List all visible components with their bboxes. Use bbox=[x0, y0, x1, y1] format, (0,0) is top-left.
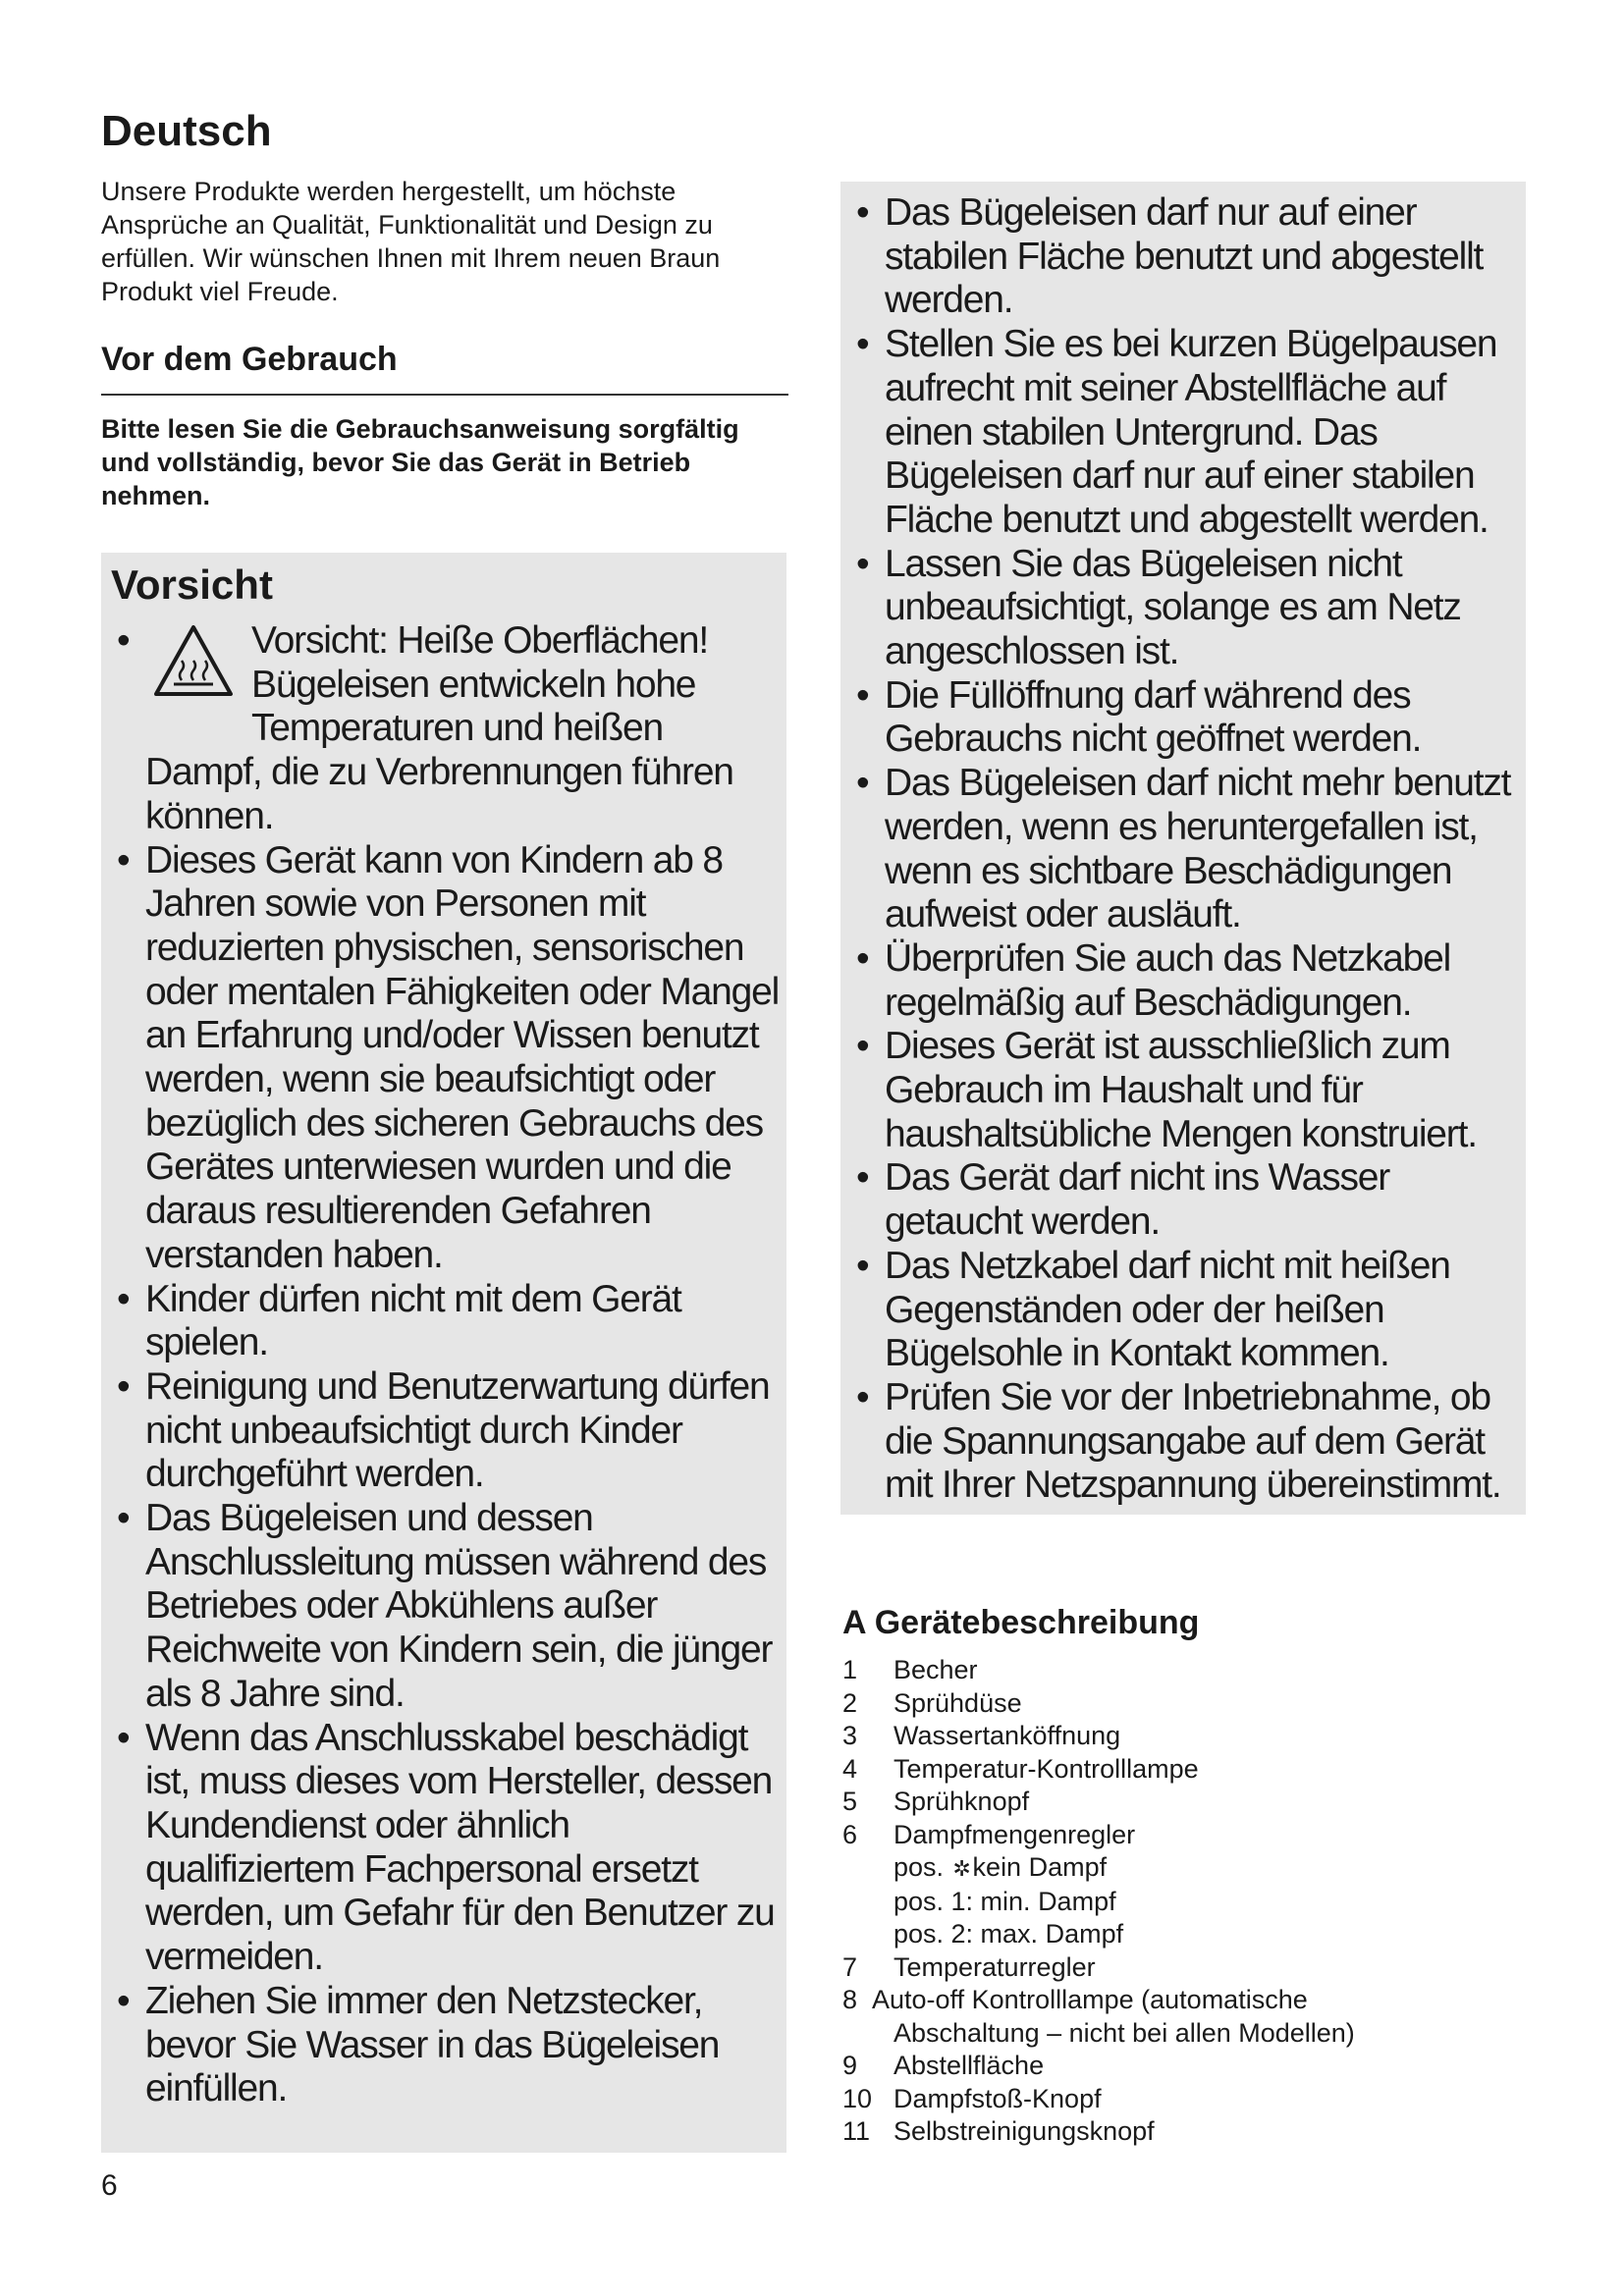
bullet: • bbox=[117, 838, 130, 881]
caution-item-text: Überprüfen Sie auch das Netzkabel regelmäßig auf Beschädigungen. bbox=[885, 936, 1451, 1024]
bullet: • bbox=[117, 1716, 130, 1759]
part-item bbox=[842, 1753, 1530, 1787]
steam-position-min: pos. 1: min. Dampf bbox=[893, 1886, 1116, 1916]
bullet: • bbox=[856, 191, 869, 234]
bullet: • bbox=[117, 1497, 130, 1540]
part-label: Temperatur-Kontrolllampe bbox=[893, 1753, 1199, 1784]
caution-item bbox=[111, 1980, 784, 2111]
caution-item bbox=[111, 839, 784, 1278]
caution-item-text: Reinigung und Benutzerwartung dürfen nicht unbeaufsichtigt durch Kinder durchgeführt werden. bbox=[145, 1364, 770, 1496]
part-item bbox=[842, 1687, 1530, 1721]
part-label: Sprühdüse bbox=[893, 1687, 1022, 1718]
caution-item-hot-surface bbox=[111, 619, 784, 839]
hot-surface-line-1: Vorsicht: Heiße Oberflächen! bbox=[251, 619, 708, 662]
bullet: • bbox=[856, 1025, 869, 1068]
part-number: 1 bbox=[842, 1655, 858, 1684]
part-number: 5 bbox=[842, 1787, 858, 1816]
caution-item-text: Das Bügeleisen darf nur auf einer stabilen Fläche benutzt und abgestellt werden. bbox=[885, 191, 1484, 322]
section-heading-before-use: Vor dem Gebrauch bbox=[101, 341, 398, 378]
caution-box-right bbox=[840, 182, 1526, 1515]
part-number: 3 bbox=[842, 1721, 858, 1750]
bullet: • bbox=[856, 1375, 869, 1418]
caution-item-text: Das Bügeleisen und dessen Anschlussleitung müssen während des Betriebes oder Abkühlens außer Reichweite von Kindern sein, die jünger als 8 Jahre sind. bbox=[145, 1497, 773, 1715]
part-number: 2 bbox=[842, 1687, 858, 1718]
caution-item-text: Dieses Gerät kann von Kindern ab 8 Jahren sowie von Personen mit reduzierten physischen, sensorischen oder mentalen Fähigkeiten oder Mangel an Erfahrung und/oder Wissen benutzt werden, wenn sie beaufsichtigt oder bezüglich des sicheren Gebrauchs des Gerätes unterwiesen wurden und die daraus resultierenden Gefahren verstanden haben. bbox=[145, 838, 780, 1276]
caution-item bbox=[850, 762, 1523, 937]
caution-item-text: Prüfen Sie vor der Inbetriebnahme, ob die Spannungsangabe auf dem Gerät mit Ihrer Netzspannung übereinstimmt. bbox=[885, 1375, 1501, 1507]
bullet: • bbox=[856, 762, 869, 805]
caution-item bbox=[850, 937, 1523, 1025]
caution-item bbox=[111, 1717, 784, 1980]
part-label: Wassertanköffnung bbox=[893, 1721, 1121, 1750]
part-item bbox=[842, 1786, 1530, 1819]
bullet: • bbox=[117, 1364, 130, 1408]
caution-item-text: Das Bügeleisen darf nicht mehr benutzt werden, wenn es heruntergefallen ist, wenn es sichtbare Beschädigungen aufweist oder ausläuft. bbox=[885, 762, 1511, 936]
read-instructions-note: Bitte lesen Sie die Gebrauchsanweisung sorgfältig und vollständig, bevor Sie das Gerät in Betrieb nehmen. bbox=[101, 414, 739, 510]
bullet: • bbox=[856, 1244, 869, 1287]
intro-paragraph: Unsere Produkte werden hergestellt, um höchste Ansprüche an Qualität, Funktionalität und Design zu erfüllen. Wir wünschen Ihnen mit Ihrem neuen Braun Produkt viel Freude. bbox=[101, 177, 721, 306]
bullet: • bbox=[117, 1979, 130, 2022]
no-steam-icon: ✲ bbox=[952, 1856, 971, 1881]
bullet: • bbox=[856, 323, 869, 366]
part-label: Auto-off Kontrolllampe (automatische bbox=[872, 1985, 1308, 2014]
part-item bbox=[842, 1951, 1530, 1985]
parts-list bbox=[842, 1654, 1530, 2149]
caution-item-text: Das Netzkabel darf nicht mit heißen Gegenständen oder der heißen Bügelsohle in Kontakt kommen. bbox=[885, 1244, 1450, 1375]
part-label-continuation: Abschaltung – nicht bei allen Modellen) bbox=[893, 2017, 1355, 2048]
steam-position-text: kein Dampf bbox=[972, 1852, 1108, 1882]
part-label: Abstellfläche bbox=[893, 2051, 1045, 2080]
part-item bbox=[842, 1654, 1530, 1687]
part-number: 8 bbox=[842, 1985, 858, 2014]
part-label: Becher bbox=[893, 1655, 978, 1684]
caution-title: Vorsicht bbox=[111, 561, 273, 608]
part-number: 10 bbox=[842, 2083, 873, 2113]
caution-item bbox=[111, 1497, 784, 1717]
caution-box-left bbox=[101, 553, 786, 2153]
caution-item-text: Ziehen Sie immer den Netzstecker, bevor Sie Wasser in das Bügeleisen einfüllen. bbox=[145, 1979, 720, 2110]
hot-surface-warning-icon bbox=[152, 623, 235, 700]
caution-item-text: Wenn das Anschlusskabel beschädigt ist, muss dieses vom Hersteller, dessen Kundendienst oder ähnlich qualifiziertem Fachpersonal ersetzt werden, um Gefahr für den Benutzer zu vermeiden. bbox=[145, 1716, 775, 1979]
caution-item-text: Die Füllöffnung darf während des Gebrauchs nicht geöffnet werden. bbox=[885, 673, 1422, 761]
part-label: Selbstreinigungsknopf bbox=[893, 2116, 1155, 2146]
part-item bbox=[842, 2083, 1530, 2116]
caution-item bbox=[850, 1025, 1523, 1156]
section-divider bbox=[101, 394, 788, 396]
part-label: Dampfstoß-Knopf bbox=[893, 2083, 1102, 2113]
part-item bbox=[842, 2050, 1530, 2083]
caution-list-left bbox=[111, 619, 784, 2111]
caution-item bbox=[850, 1376, 1523, 1508]
part-item bbox=[842, 1720, 1530, 1753]
part-label: Sprühknopf bbox=[893, 1787, 1030, 1816]
caution-item bbox=[850, 543, 1523, 674]
part-label: Temperaturregler bbox=[893, 1951, 1096, 1982]
part-number: 7 bbox=[842, 1951, 858, 1982]
page-heading: Deutsch bbox=[101, 107, 272, 155]
caution-item-text: Lassen Sie das Bügeleisen nicht unbeaufsichtigt, solange es am Netz angeschlossen ist. bbox=[885, 542, 1461, 673]
steam-position-prefix: pos. bbox=[893, 1852, 951, 1882]
bullet: • bbox=[856, 673, 869, 717]
section-heading-device-description: A Gerätebeschreibung bbox=[842, 1604, 1200, 1641]
part-label: Dampfmengenregler bbox=[893, 1819, 1136, 1849]
caution-item-text: Stellen Sie es bei kurzen Bügelpausen aufrecht mit seiner Abstellfläche auf einen stabilen Untergrund. Das Bügeleisen darf nur auf einer stabilen Fläche benutzt und abgestellt werden. bbox=[885, 323, 1497, 541]
part-item bbox=[842, 2115, 1530, 2149]
caution-item bbox=[850, 1245, 1523, 1376]
steam-position-max: pos. 2: max. Dampf bbox=[893, 1919, 1124, 1949]
bullet: • bbox=[117, 619, 130, 662]
caution-item bbox=[850, 1156, 1523, 1244]
part-number: 9 bbox=[842, 2051, 858, 2080]
part-item bbox=[842, 1819, 1530, 1951]
caution-item bbox=[850, 191, 1523, 323]
hot-surface-line-3: Temperaturen und heißen bbox=[251, 707, 664, 750]
caution-item bbox=[111, 1278, 784, 1365]
bullet: • bbox=[856, 936, 869, 980]
caution-list-right bbox=[850, 191, 1523, 1508]
part-number: 11 bbox=[842, 2116, 871, 2146]
caution-item-text: Das Gerät darf nicht ins Wasser getaucht werden. bbox=[885, 1156, 1390, 1244]
part-item bbox=[842, 1984, 1530, 2050]
part-number: 6 bbox=[842, 1819, 858, 1849]
page-number: 6 bbox=[101, 2169, 118, 2202]
caution-item bbox=[850, 323, 1523, 543]
hot-surface-rest: Dampf, die zu Verbrennungen führen können. bbox=[145, 751, 733, 837]
caution-item-text: Kinder dürfen nicht mit dem Gerät spielen. bbox=[145, 1277, 681, 1364]
steam-position-off bbox=[842, 1851, 1530, 1886]
part-number: 4 bbox=[842, 1753, 858, 1784]
bullet: • bbox=[117, 1277, 130, 1320]
caution-item-text: Dieses Gerät ist ausschließlich zum Gebrauch im Haushalt und für haushaltsübliche Mengen konstruiert. bbox=[885, 1025, 1477, 1155]
caution-item bbox=[850, 674, 1523, 762]
bullet: • bbox=[856, 542, 869, 585]
caution-item bbox=[111, 1365, 784, 1497]
hot-surface-line-2: Bügeleisen entwickeln hohe bbox=[251, 663, 696, 706]
bullet: • bbox=[856, 1156, 869, 1200]
